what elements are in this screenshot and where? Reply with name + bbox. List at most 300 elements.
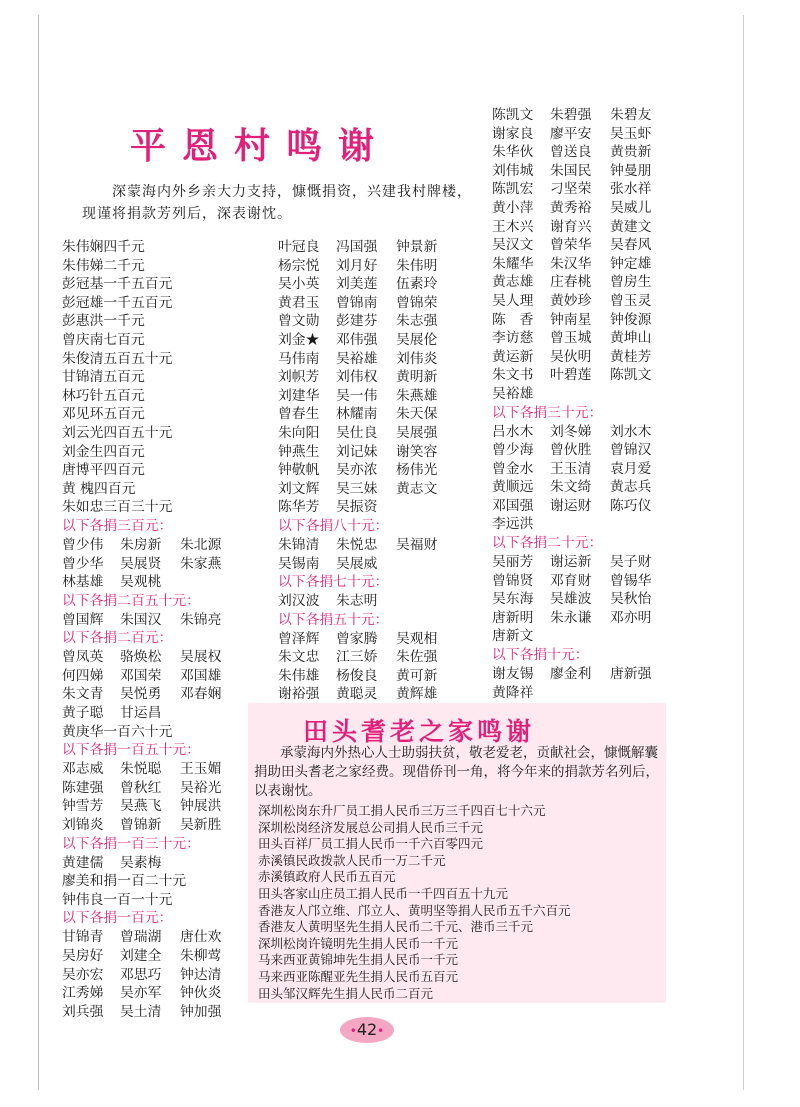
donor-name: 廖金利 [550, 666, 592, 683]
donor-name [550, 627, 610, 646]
donor-name: 刘伟城 [492, 162, 534, 179]
donor-name: 曾送良 [550, 144, 592, 161]
donor-name: 伍素玲 [396, 276, 438, 293]
donor-name: 吴观相 [396, 630, 438, 647]
donor-row [278, 648, 437, 667]
donor-name: 朱汉华 [550, 255, 592, 272]
donation-entry: 深圳松岗许镜明先生捐人民币一千元 [258, 935, 459, 951]
donor-name: 朱柳莺 [180, 948, 222, 964]
donor-name: 林基雄 [62, 574, 104, 591]
donor-name: 钟景新 [396, 239, 438, 255]
donor-name: 曾凤英 [62, 649, 104, 666]
donor-line: 廖美和捐一百二十元 [62, 873, 187, 890]
donor-name [550, 515, 610, 534]
donor-name: 李远洪 [492, 516, 534, 533]
donor-name: 陈巧仪 [610, 497, 652, 514]
intro-paragraph: 深蒙海内外乡亲大力支持，慷慨捐资，兴建我村牌楼，现谨将捐款芳列后，深表谢忱。 [82, 184, 472, 222]
donation-entry: 香港友人黄明坚先生捐人民币二千元、港币三千元 [258, 919, 534, 935]
amount-heading: 以下各捐二百五十元： [62, 592, 200, 609]
donor-row [62, 797, 221, 816]
amount-heading: 以下各捐二十元： [492, 535, 603, 552]
donor-name: 曾文勋 [278, 313, 320, 330]
donor-name: 朱向阳 [278, 424, 320, 441]
amount-heading: 以下各捐一百五十元： [62, 742, 200, 759]
donor-name: 刘水木 [610, 423, 652, 440]
donor-name: 钟加强 [180, 1003, 222, 1020]
donor-line: 朱伟娴四千元 [62, 239, 145, 255]
donor-name: 吴裕雄 [492, 385, 534, 402]
donor-name: 吴新胜 [180, 817, 222, 834]
donor-name [550, 684, 610, 703]
donor-line: 钟伟良一百一十元 [62, 891, 173, 908]
donor-row [278, 350, 437, 369]
donor-row [492, 572, 651, 591]
donor-name: 陈建强 [62, 779, 104, 796]
donor-name: 邓国雄 [180, 667, 222, 684]
donor-name: 吴观桃 [120, 574, 162, 591]
donor-name: 骆焕松 [120, 649, 162, 666]
donor-name: 吴秋怡 [610, 591, 652, 608]
donor-name: 陈 香 [492, 311, 534, 328]
donor-row [492, 590, 651, 609]
donor-name: 朱锦清 [278, 536, 320, 553]
donor-name: 黄可新 [396, 667, 438, 684]
section-intro: 承蒙海内外热心人士助弱扶贫，敬老爱老，贡献社会，慷慨解囊捐助田头耆老之家经费。现借侨刊一角，将今年来的捐款芳名列后，以表谢忱。 [254, 745, 659, 799]
donor-row [492, 553, 651, 572]
donor-name: 朱天保 [396, 406, 438, 423]
dot-icon: • [349, 1024, 357, 1038]
donor-name: 吴人理 [492, 292, 534, 309]
donor-row [492, 236, 651, 255]
donor-name: 黄顺远 [492, 479, 534, 496]
donor-name: 曾荣华 [550, 237, 592, 254]
donor-line: 甘锦清五百元 [62, 369, 145, 386]
donor-row [278, 443, 437, 462]
amount-heading: 以下各捐三十元： [492, 404, 603, 421]
donor-name: 刘帜芳 [278, 369, 320, 386]
amount-heading: 以下各捐一百三十元： [62, 835, 200, 852]
donor-row [278, 312, 437, 331]
donor-name: 曾少华 [62, 555, 104, 572]
donor-line: 林巧针五百元 [62, 387, 145, 404]
donor-name: 谢家良 [492, 125, 534, 142]
donor-name: 袁月爱 [610, 460, 652, 477]
donor-name: 刘建华 [278, 387, 320, 404]
donor-name: 曾锦汉 [610, 442, 652, 459]
donor-name: 何四娣 [62, 667, 104, 684]
donor-name: 曾房生 [610, 274, 652, 291]
donor-name: 曾锦荣 [396, 294, 438, 311]
donor-name: 杨俊良 [336, 667, 378, 684]
donor-name: 刘金★ [278, 331, 320, 348]
donor-row [492, 329, 651, 348]
donor-name: 吴土清 [120, 1003, 162, 1020]
donor-name: 朱耀华 [492, 255, 534, 272]
donor-name: 陈华芳 [278, 499, 320, 516]
donor-name: 马伟南 [278, 350, 320, 367]
donor-name: 黄君玉 [278, 294, 320, 311]
donor-row [492, 255, 651, 274]
donation-entry: 深圳松岗东升厂员工捐人民币三万三千四百七十六元 [258, 803, 546, 818]
donor-name: 黄坤山 [610, 330, 652, 347]
donor-row [492, 423, 651, 442]
donor-name: 谢裕强 [278, 686, 320, 703]
donor-row [278, 685, 437, 704]
donor-name: 黄妙珍 [550, 292, 592, 309]
donor-row [492, 273, 651, 292]
donor-name: 吴小英 [278, 276, 320, 293]
donor-row [278, 275, 437, 294]
donor-name: 杨宗悦 [278, 257, 320, 274]
donor-name: 曾玉灵 [610, 292, 652, 309]
donor-name: 邓春娴 [180, 686, 222, 703]
donation-entry: 香港友人邝立维、邝立人、黄明坚等捐人民币五千六百元 [258, 902, 571, 918]
donor-name: 吴展伦 [396, 331, 438, 348]
page-number-badge [340, 1017, 394, 1043]
amount-heading: 以下各捐二百元： [62, 630, 173, 647]
donor-row [62, 667, 221, 686]
donor-name: 曾锦南 [336, 294, 378, 311]
donor-name: 吴汉文 [492, 237, 534, 254]
donor-row [62, 928, 221, 947]
donor-name: 江秀娣 [62, 985, 104, 1002]
donor-name: 邓国荣 [120, 667, 162, 684]
donor-line: 彭冠雄一千五百元 [62, 294, 173, 311]
donor-name: 唐新明 [492, 609, 534, 626]
donor-name: 吴展威 [336, 555, 378, 572]
donor-name: 邓育财 [550, 572, 592, 589]
donor-name: 黄子聪 [62, 705, 104, 722]
donation-entry: 赤溪镇政府人民币五百元 [258, 869, 396, 885]
donor-row [278, 387, 437, 406]
donor-name: 吴仕良 [336, 424, 378, 441]
donor-name: 朱锦亮 [180, 611, 222, 628]
donor-row [278, 368, 437, 387]
donor-name: 吴亦宏 [62, 966, 104, 983]
donor-name: 钟定雄 [610, 255, 652, 272]
donation-entry: 马来西亚黄锦坤先生捐人民币一千元 [258, 952, 459, 968]
donor-name: 刁坚荣 [550, 181, 592, 198]
donor-name: 钟雪芳 [62, 798, 104, 815]
donor-name: 吴振资 [336, 499, 378, 516]
donor-name: 邓思巧 [120, 966, 162, 983]
donor-name: 刘月好 [336, 257, 378, 274]
donor-row [492, 366, 651, 385]
donor-line: 曾庆南七百元 [62, 331, 145, 348]
donor-name: 黄建文 [610, 218, 652, 235]
donor-name: 钟伙炎 [180, 985, 222, 1002]
donor-name: 谢友锡 [492, 666, 534, 683]
donor-name: 陈凯文 [492, 107, 534, 123]
donor-name: 曾锦新 [120, 817, 162, 834]
amount-heading: 以下各捐一百元： [62, 910, 173, 927]
donor-name: 曾少伟 [62, 536, 104, 553]
donor-row [492, 497, 651, 516]
donor-name: 吴威儿 [610, 199, 652, 216]
donor-name: 朱碧友 [610, 107, 652, 123]
donor-name: 朱文书 [492, 367, 534, 384]
donor-name: 唐仕欢 [180, 929, 222, 946]
donation-entry: 田头客家山庄员工捐人民币一千四百五十九元 [258, 885, 509, 901]
donor-name: 朱国民 [550, 162, 592, 179]
donor-row [62, 984, 221, 1003]
donor-name: 曾少海 [492, 442, 534, 459]
donor-name: 刘伟权 [336, 369, 378, 386]
donor-name: 黄志兵 [610, 479, 652, 496]
donor-row [62, 854, 221, 873]
donation-entry: 深圳松岗经济发展总公司捐人民币三千元 [258, 819, 484, 835]
donor-row [492, 348, 651, 367]
donor-row [492, 125, 651, 144]
donor-row [278, 555, 437, 574]
donor-name: 朱悦忠 [336, 536, 378, 553]
donor-row [492, 162, 651, 181]
donor-row [492, 218, 651, 237]
donor-name: 黄秀裕 [550, 199, 592, 216]
donor-row [492, 665, 651, 684]
donor-name: 吴一伟 [336, 387, 378, 404]
donor-name: 叶碧莲 [550, 367, 592, 384]
donor-name: 吴福财 [396, 536, 438, 553]
donor-row [492, 199, 651, 218]
donor-name: 刘记妹 [336, 443, 378, 460]
donor-name: 吴子财 [610, 554, 652, 571]
donor-name: 吴锡南 [278, 555, 320, 572]
donor-name: 朱悦聪 [120, 761, 162, 778]
donor-row [492, 311, 651, 330]
donor-name: 黄明新 [396, 369, 438, 386]
donor-name: 谢运新 [550, 554, 592, 571]
donor-row [492, 684, 651, 703]
donor-name: 吴裕雄 [336, 350, 378, 367]
donor-row [62, 947, 221, 966]
donor-line: 黄庚华一百六十元 [62, 723, 173, 740]
donor-name: 曾秋红 [120, 779, 162, 796]
donor-row [492, 441, 651, 460]
donor-column-1 [62, 238, 221, 1021]
donor-row [62, 573, 221, 592]
donor-row [278, 294, 437, 313]
donor-name: 吴伙明 [550, 348, 592, 365]
amount-heading: 以下各捐七十元： [278, 574, 389, 591]
donor-name: 吴展贤 [120, 555, 162, 572]
donor-name: 钟展洪 [180, 798, 222, 815]
donor-name: 刘兵强 [62, 1003, 104, 1020]
amount-heading: 以下各捐八十元： [278, 517, 389, 534]
donor-name: 吴玉虾 [610, 125, 652, 142]
donor-name: 刘美莲 [336, 276, 378, 293]
donor-name: 陈凯文 [610, 367, 652, 384]
donor-row [62, 1003, 221, 1022]
donor-line: 彭冠基一千五百元 [62, 276, 173, 293]
donor-name: 刘建全 [120, 948, 162, 964]
donor-line: 唐博平四百元 [62, 462, 145, 479]
donor-name: 庄春桃 [550, 274, 592, 291]
donor-name: 彭建芬 [336, 313, 378, 330]
donor-name: 朱永谦 [550, 609, 592, 626]
donor-name: 朱碧强 [550, 107, 592, 123]
donor-name: 冯国强 [336, 239, 378, 255]
donor-name: 朱志明 [336, 593, 378, 610]
donor-name: 钟曼朋 [610, 162, 652, 179]
donor-name: 邓亦明 [610, 609, 652, 626]
donor-name: 黄运新 [492, 348, 534, 365]
donor-name: 黄贵新 [610, 144, 652, 161]
donor-name: 江三娇 [336, 649, 378, 666]
donor-row [62, 648, 221, 667]
donor-name: 吴展权 [180, 649, 222, 666]
donor-name: 钟俊源 [610, 311, 652, 328]
donor-line: 黄 槐四百元 [62, 480, 136, 497]
donor-line: 朱俊清五百五十元 [62, 350, 173, 367]
donor-name: 朱伟雄 [278, 667, 320, 684]
donor-name: 曾春生 [278, 406, 320, 423]
donor-name: 曾锡华 [610, 572, 652, 589]
donor-row [492, 385, 651, 404]
donor-row [62, 966, 221, 985]
donor-name: 朱志强 [396, 313, 438, 330]
donor-name: 吴亦军 [120, 985, 162, 1002]
donor-name: 黄建儒 [62, 854, 104, 871]
donor-name: 甘锦青 [62, 929, 104, 946]
donor-name: 刘汉波 [278, 593, 320, 610]
page-number: 42 [356, 1020, 378, 1039]
donor-row [492, 515, 651, 534]
donor-row [492, 609, 651, 628]
donor-row [492, 292, 651, 311]
donor-line: 刘金生四百元 [62, 443, 145, 460]
dot-icon: • [377, 1024, 385, 1038]
donor-line: 朱伟娣二千元 [62, 257, 145, 274]
donor-name: 谢育兴 [550, 218, 592, 235]
donor-row [278, 424, 437, 443]
donor-name: 廖平安 [550, 125, 592, 142]
donor-name: 黄志文 [396, 480, 438, 497]
donor-name: 朱文绮 [550, 479, 592, 496]
donor-name: 张水祥 [610, 181, 652, 198]
donor-name: 黄降祥 [492, 684, 534, 701]
donor-name: 钟敬帆 [278, 462, 320, 479]
donor-row [278, 257, 437, 276]
section-donor-list [258, 803, 571, 1002]
donor-row [278, 238, 437, 257]
amount-heading: 以下各捐三百元： [62, 517, 173, 534]
donor-name: 朱家燕 [180, 555, 222, 572]
donor-name: 曾锦贤 [492, 572, 534, 589]
donor-name: 曾伙胜 [550, 442, 592, 459]
donor-name: 刘锦炎 [62, 817, 104, 834]
donor-row [278, 592, 437, 611]
donor-name [550, 385, 610, 404]
donor-name: 朱燕雄 [396, 387, 438, 404]
donor-name: 吴裕光 [180, 779, 222, 796]
donor-name: 朱国汉 [120, 611, 162, 628]
donor-name: 黄小萍 [492, 199, 534, 216]
donor-name: 吴丽芳 [492, 554, 534, 571]
donor-line: 彭惠洪一千元 [62, 313, 145, 330]
donor-name: 曾国辉 [62, 611, 104, 628]
donor-name: 王玉清 [550, 460, 592, 477]
donor-row [62, 611, 221, 630]
donation-entry: 田头邹汉辉先生捐人民币二百元 [258, 985, 434, 1001]
donor-name: 曾金水 [492, 460, 534, 477]
donor-name: 杨伟光 [396, 462, 438, 479]
donor-name: 吴燕飞 [120, 798, 162, 815]
donor-row [492, 460, 651, 479]
donor-name: 吴房好 [62, 948, 104, 964]
donor-row [62, 760, 221, 779]
donor-name: 钟南星 [550, 311, 592, 328]
donor-name: 吴三妹 [336, 480, 378, 497]
donor-row [492, 478, 651, 497]
donor-row [278, 461, 437, 480]
donor-name: 刘文辉 [278, 480, 320, 497]
donor-row [492, 627, 651, 646]
donor-row [278, 480, 437, 499]
donor-row [62, 704, 221, 723]
donor-name: 谢笑容 [396, 443, 438, 460]
donor-line: 刘云光四百五十元 [62, 424, 173, 441]
donation-entry: 马来西亚陈醒亚先生捐人民币五百元 [258, 968, 459, 984]
donor-row [492, 106, 651, 125]
donor-name: 唐新文 [492, 628, 534, 645]
donor-name: 吴春风 [610, 237, 652, 254]
donor-row [62, 536, 221, 555]
donor-name: 钟达清 [180, 966, 222, 983]
donor-name: 陈凯宏 [492, 181, 534, 198]
donor-name: 王木兴 [492, 218, 534, 235]
donor-name: 钟燕生 [278, 443, 320, 460]
donor-name: 黄志雄 [492, 274, 534, 291]
donor-name: 黄聪灵 [336, 686, 378, 703]
donor-name: 朱文青 [62, 686, 104, 703]
donor-row [62, 555, 221, 574]
donor-name: 曾泽辉 [278, 630, 320, 647]
donor-name: 吴悦勇 [120, 686, 162, 703]
donor-name: 黄辉雄 [396, 686, 438, 703]
donor-name: 邓志威 [62, 761, 104, 778]
donor-row [278, 405, 437, 424]
donor-name: 吴展强 [396, 424, 438, 441]
donor-name: 曾家腾 [336, 630, 378, 647]
donor-name: 李访慈 [492, 330, 534, 347]
amount-heading: 以下各捐十元： [492, 647, 589, 664]
donor-row [492, 180, 651, 199]
donor-name: 谢运财 [550, 497, 592, 514]
donor-name: 曾瑞湖 [120, 929, 162, 946]
donor-name: 黄桂芳 [610, 348, 652, 365]
donor-row [492, 143, 651, 162]
donor-name: 曾玉城 [550, 330, 592, 347]
donor-name: 甘运昌 [120, 705, 162, 722]
donor-name: 唐新强 [610, 666, 652, 683]
donor-row [278, 536, 437, 555]
donor-row [62, 685, 221, 704]
donor-column-3 [492, 106, 651, 702]
donor-row [278, 331, 437, 350]
donor-row [278, 630, 437, 649]
donor-name: 王玉媚 [180, 761, 222, 778]
donor-name: 吴素梅 [120, 854, 162, 871]
donor-column-2 [278, 238, 437, 704]
page-title: 平恩村鸣谢 [130, 125, 391, 167]
donor-row [62, 816, 221, 835]
donor-name: 叶冠良 [278, 239, 320, 255]
donor-name: 刘伟炎 [396, 350, 438, 367]
donor-name: 吕水木 [492, 423, 534, 440]
donor-name: 邓伟强 [336, 331, 378, 348]
donor-name: 朱伟明 [396, 257, 438, 274]
